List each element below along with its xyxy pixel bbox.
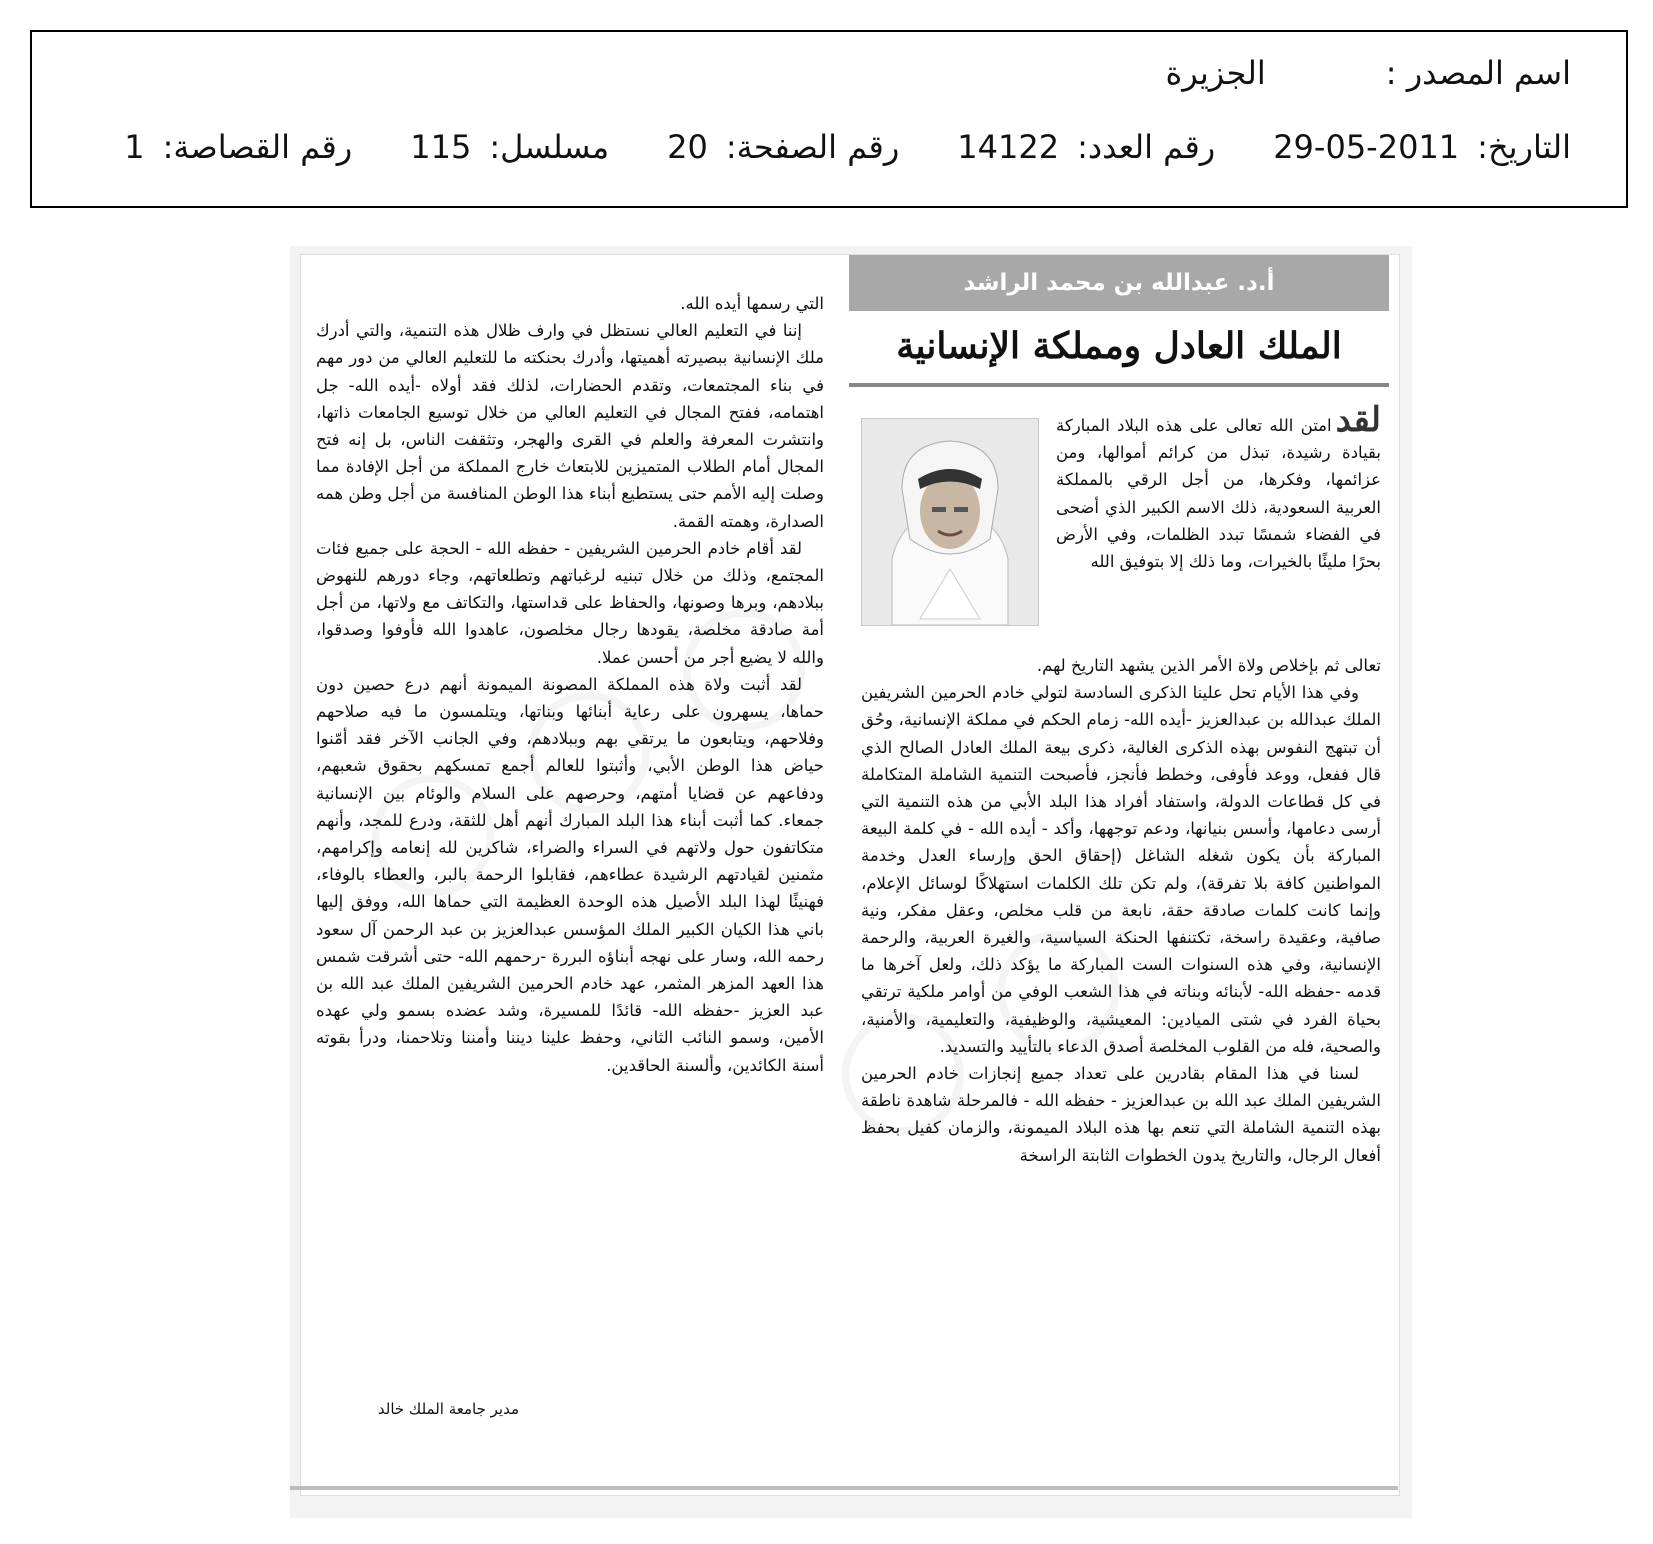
issue-label: رقم العدد: [1077,128,1216,166]
article-column-left [316,290,824,1079]
source-value: الجزيرة [1165,54,1266,92]
issue-value: 14122 [957,128,1060,166]
clipping-page [300,254,1400,1496]
article-column-right-top [1056,400,1381,575]
paragraph: امتن الله تعالى على هذه البلاد المباركة بقيادة رشيدة، تبذل من كرائم أموالها، ومن عزائمها، وفكرها، من أجل الرقي بالمملكة العربية السعودية، ذلك الاسم الكبير الذي أضحى في الفضاء شمسًا تبدد الظلمات، وفي الأرض بحرًا مليئًا بالخيرات، وما ذلك إلا بتوفيق الله [1056,416,1381,572]
author-signature-title: مدير جامعة الملك خالد [377,1400,519,1418]
paragraph: لقد أثبت ولاة هذه المملكة المصونة الميمونة أنهم درع حصين دون حماها، يسهرون على رعاية أبنائها وبناتها، ويتلمسون ما فيه صلاحهم وفلاحهم، ويتابعون ما يرتقي بهم وببلادهم، وفي الجانب الآخر فقد أمّنوا حياض هذا الوطن الأبي، وأثبتوا للعالم أجمع تمسكهم بحقوق شعبهم، ودفاعهم عن قضايا أمتهم، وحرصهم على السلام والوئام بين الإنسانية جمعاء. كما أثبت أبناء هذا البلد المبارك أنهم أهل للثقة، ودرع للمجد، وأنهم متكاتفون حول ولاتهم في السراء والضراء، شاكرين لله إنعامه وإكرامهم، مثمنين لقيادتهم الرشيدة عطاءهم، فقابلوا الرحمة بالبر، والعطاء بالوفاء، فهنيئًا لهذا البلد الأصيل هذه الوحدة العظيمة التي حماها الله، ووفق إليها باني هذا الكيان الكبير الملك المؤسس عبدالعزيز بن عبد الرحمن آل سعود رحمه الله، وسار على نهجه أبناؤه البررة -رحمهم الله- حتى أشرقت شمس هذا العهد المزهر المثمر، عهد خادم الحرمين الشريفين الملك عبد الله بن عبد العزيز -حفظه الله- قائدًا للمسيرة، وشد عضده بسمو ولي عهده الأمين، وسمو النائب الثاني، وحفظ علينا ديننا وأمننا وتلاحمنا، ودرأ بقوته أسنة الكائدين، وألسنة الحاقدين. [316,674,824,1075]
newspaper-clipping [290,246,1412,1518]
paragraph: التي رسمها أيده الله. [680,294,824,313]
source-label: اسم المصدر : [1385,54,1571,92]
author-portrait-image [862,419,1038,625]
article-column-right-bottom [861,652,1381,1169]
clip-label: رقم القصاصة: [162,128,353,166]
paragraph: تعالى ثم بإخلاص ولاة الأمر الذين يشهد التاريخ لهم. [1036,656,1381,675]
details-row [124,128,1571,166]
paragraph: إننا في التعليم العالي نستظل في وارف ظلال هذه التنمية، والتي أدرك ملك الإنسانية ببصيرته أهميتها، وأدرك بحنكته ما للتعليم العالي من دور مهم في بناء المجتمعات، وتقدم الحضارات، لذلك فقد أولاه -أيده الله- جل اهتمامه، ففتح المجال في التعليم العالي من خلال توسيع الجامعات ذاتها، وانتشرت المعرفة والعلم في القرى والهجر، وتثقفت الناس، بل إنه فتح المجال أمام الطلاب المتميزين للابتعاث خارج المملكة من أجل الإفادة مما وصلت إليه الأمم حتى يستطيع أبناء هذا الوطن المنافسة من أجل وطن همه الصدارة، وهمته القمة. [316,321,824,531]
page-value: 20 [667,128,708,166]
date-label: التاريخ: [1477,128,1571,166]
clipping-bottom-rule [290,1486,1398,1490]
title-divider [849,383,1389,387]
date-value: 29-05-2011 [1273,128,1460,166]
author-photo [861,418,1039,626]
serial-label: مسلسل: [489,128,610,166]
dropcap: لقد [1335,400,1381,440]
clip-value: 1 [124,128,145,166]
paragraph: وفي هذا الأيام تحل علينا الذكرى السادسة لتولي خادم الحرمين الشريفين الملك عبدالله بن عبدالعزيز -أيده الله- زمام الحكم في مملكة الإنسانية، وحُق أن تبتهج النفوس بهذه الذكرى الغالية، ذكرى بيعة الملك العادل الصالح الذي قال ففعل، ووعد فأوفى، وخطط فأنجز، فأصبحت التنمية الشاملة المتكاملة في كل قطاعات الدولة، واستفاد أفراد هذا البلد الأبي من هذه التنمية التي أرسى دعامها، وأسس بنيانها، ودعم توجهها، وأكد - أيده الله - في كلمة البيعة المباركة بأن يكون شغله الشاغل (إحقاق الحق وإرساء العدل وخدمة المواطنين كافة بلا تفرقة)، ولم تكن تلك الكلمات استهلاكًا لوسائل الإعلام، وإنما كانت كلمات صادقة حقة، نابعة من قلب مخلص، وعقل مفكر، ونية صافية، وعقيدة راسخة، تكتنفها الحنكة السياسية، والغيرة العربية، والرحمة الإنسانية، وفي هذه السنوات الست المباركة ما يؤكد ذلك، ولعل آخرها ما قدمه -حفظه الله- لأبنائه وبناته في هذا الشعب الوفي من أوامر ملكية ترتقي بحياة الفرد في شتى الميادين: المعيشية، والوظيفية، والتعليمية، والأمنية، والصحية، فله من القلوب المخلصة أصدق الدعاء بالتأييد والتسديد. [861,683,1381,1056]
article-title: الملك العادل ومملكة الإنسانية [896,325,1342,367]
page-label: رقم الصفحة: [725,128,900,166]
paragraph: لقد أقام خادم الحرمين الشريفين - حفظه الله - الحجة على جميع فئات المجتمع، وذلك من خلال تبنيه لرغباتهم وتطلعاتهم، وجاء دورهم للنهوض ببلادهم، وبرها وصونها، والحفاظ على قداستها، والتكاتف مع ولاتها، من أجل أمة صادقة مخلصة، يقودها رجال مخلصون، عاهدوا الله فأوفوا وصدقوا، والله لا يضيع أجر من أحسن عملا. [316,538,824,667]
paragraph: لسنا في هذا المقام بقادرين على تعداد جميع إنجازات خادم الحرمين الشريفين الملك عبد الله بن عبدالعزيز - حفظه الله - فالمرحلة شاهدة ناطقة بهذه التنمية الشاملة التي تنعم بها هذه البلاد الميمونة، والزمان كفيل بحفظ أفعال الرجال، والتاريخ يدون الخطوات الثابتة الراسخة [861,1064,1381,1165]
source-row [1165,54,1571,92]
author-byline: أ.د. عبدالله بن محمد الراشد [849,255,1389,311]
serial-value: 115 [410,128,472,166]
source-metadata-box [30,30,1628,208]
